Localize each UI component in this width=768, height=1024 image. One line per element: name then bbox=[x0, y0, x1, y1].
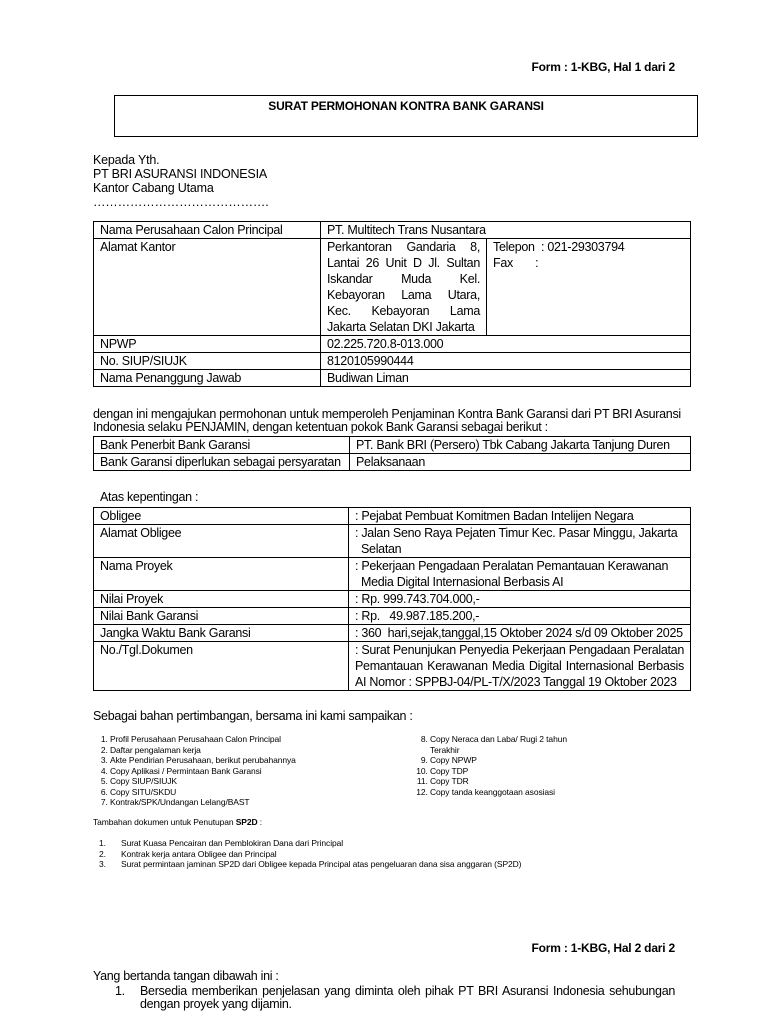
list-item-text: Kontrak kerja antara Obligee dan Principal bbox=[121, 848, 277, 859]
documents-list-right bbox=[410, 734, 585, 797]
purpose-value: Pelaksanaan bbox=[350, 454, 691, 471]
issuer-value: PT. Bank BRI (Persero) Tbk Cabang Jakarta Tanjung Duren bbox=[350, 437, 691, 454]
form-number: Form : 1-KBG, Hal 1 dari 2 bbox=[531, 60, 675, 74]
table-row bbox=[94, 525, 691, 558]
table-row bbox=[94, 642, 691, 691]
project-text: : Pekerjaan Pengadaan Peralatan Pemantauan Kerawanan Media Digital Internasional Berbasis AI bbox=[355, 559, 669, 589]
term-label: Jangka Waktu Bank Garansi bbox=[94, 625, 349, 642]
principal-table bbox=[93, 221, 691, 387]
siup-value: 8120105990444 bbox=[321, 353, 691, 370]
list-item: 3. Akte Pendirian Perusahaan, berikut perubahannya bbox=[110, 755, 324, 766]
project-amount-label: Nilai Proyek bbox=[94, 591, 349, 608]
list-item: 8. Copy Neraca dan Laba/ Rugi 2 tahun Terakhir bbox=[430, 734, 585, 755]
term-value: : 360 hari,sejak,tanggal,15 Oktober 2024 s/d 09 Oktober 2025 bbox=[349, 625, 691, 642]
table-row bbox=[94, 591, 691, 608]
doc-value: : Surat Penunjukan Penyedia Pekerjaan Pengadaan Peralatan Pemantauan Kerawanan Media Digital Internasional Berbasis AI Nomor : SPPBJ-04/PL-T/X/2023 Tanggal 19 Oktober 2023 bbox=[349, 642, 691, 691]
table-row bbox=[94, 558, 691, 591]
request-text: dengan ini mengajukan permohonan untuk memperoleh Penjaminan Kontra Bank Garansi dari PT BRI Asuransi Indonesia selaku PENJAMIN, dengan ketentuan pokok Bank Garansi sebagai berikut : bbox=[93, 407, 681, 434]
table-row bbox=[94, 239, 691, 336]
table-row bbox=[94, 437, 691, 454]
sp2d-colon: : bbox=[257, 817, 263, 827]
doc-label: No./Tgl.Dokumen bbox=[94, 642, 349, 691]
list-item: 9. Copy NPWP bbox=[430, 755, 585, 766]
item-text: Bersedia memberikan penjelasan yang diminta oleh pihak PT BRI Asuransi Indonesia sehubungan dengan proyek yang dijamin. bbox=[140, 984, 675, 1011]
obligee-label: Obligee bbox=[94, 508, 349, 525]
title-box bbox=[114, 95, 698, 137]
project-amount-value: : Rp. 999.743.704.000,- bbox=[349, 591, 691, 608]
siup-label: No. SIUP/SIUJK bbox=[94, 353, 321, 370]
company-label: Nama Perusahaan Calon Principal bbox=[94, 222, 321, 239]
list-item: 4. Copy Aplikasi / Permintaan Bank Garansi bbox=[110, 766, 324, 777]
npwp-value: 02.225.720.8-013.000 bbox=[321, 336, 691, 353]
interest-label: Atas kepentingan : bbox=[100, 490, 199, 504]
npwp-label: NPWP bbox=[94, 336, 321, 353]
table-row bbox=[94, 336, 691, 353]
list-item-text: Surat permintaan jaminan SP2D dari Obligee kepada Principal atas pengeluaran dana sisa anggaran (SP2D) bbox=[121, 859, 522, 869]
list-item: 7. Kontrak/SPK/Undangan Lelang/BAST bbox=[110, 797, 324, 808]
list-item: 1. Surat Kuasa Pencairan dan Pemblokiran Dana dari Principal bbox=[99, 838, 344, 848]
recipient-line: Kantor Cabang Utama bbox=[93, 181, 214, 195]
table-row bbox=[94, 222, 691, 239]
address-value: Perkantoran Gandaria 8, Lantai 26 Unit D Jl. Sultan Iskandar Muda Kel. Kebayoran Lama Utara, Kec. Kebayoran Lama Jakarta Selatan DKI Jakarta bbox=[321, 239, 487, 336]
bg-amount-label: Nilai Bank Garansi bbox=[94, 608, 349, 625]
page2-intro: Yang bertanda tangan dibawah ini : bbox=[93, 969, 279, 983]
project-value bbox=[349, 558, 691, 591]
consideration-text: Sebagai bahan pertimbangan, bersama ini kami sampaikan : bbox=[93, 709, 413, 723]
documents-list-left bbox=[94, 734, 324, 808]
pic-label: Nama Penanggung Jawab bbox=[94, 370, 321, 387]
table-row bbox=[94, 454, 691, 471]
table-row bbox=[94, 508, 691, 525]
table-row bbox=[94, 608, 691, 625]
list-item-text: Surat Kuasa Pencairan dan Pemblokiran Dana dari Principal bbox=[121, 838, 344, 848]
list-item: 6. Copy SITU/SKDU bbox=[110, 787, 324, 798]
document-title: SURAT PERMOHONAN KONTRA BANK GARANSI bbox=[268, 99, 544, 113]
sp2d-intro-text: Tambahan dokumen untuk Penutupan bbox=[93, 817, 236, 827]
address-label: Alamat Kantor bbox=[94, 239, 321, 336]
obligee-address-label: Alamat Obligee bbox=[94, 525, 349, 558]
list-item: 12. Copy tanda keanggotaan asosiasi bbox=[430, 787, 585, 798]
obligee-table bbox=[93, 507, 691, 691]
obligee-address-value bbox=[349, 525, 691, 558]
list-item: 2. Daftar pengalaman kerja bbox=[110, 745, 324, 756]
sp2d-intro bbox=[93, 817, 262, 828]
project-label: Nama Proyek bbox=[94, 558, 349, 591]
issuer-label: Bank Penerbit Bank Garansi bbox=[94, 437, 350, 454]
table-row bbox=[94, 625, 691, 642]
page2-item-1 bbox=[115, 985, 675, 1011]
list-item: 5. Copy SIUP/SIUJK bbox=[110, 776, 324, 787]
form-number-page2: Form : 1-KBG, Hal 2 dari 2 bbox=[531, 941, 675, 955]
list-item: 3. Surat permintaan jaminan SP2D dari Obligee kepada Principal atas pengeluaran dana sisa anggaran (SP2D) bbox=[99, 859, 522, 869]
list-item: 11. Copy TDR bbox=[430, 776, 585, 787]
list-item: 10. Copy TDP bbox=[430, 766, 585, 777]
obligee-value: : Pejabat Pembuat Komitmen Badan Intelijen Negara bbox=[349, 508, 691, 525]
table-row bbox=[94, 353, 691, 370]
recipient-line: Kepada Yth. bbox=[93, 153, 160, 167]
recipient-block bbox=[93, 153, 268, 209]
list-item: 2. Kontrak kerja antara Obligee dan Principal bbox=[99, 848, 277, 859]
purpose-label: Bank Garansi diperlukan sebagai persyaratan bbox=[94, 454, 350, 471]
bank-table bbox=[93, 436, 691, 471]
recipient-line: PT BRI ASURANSI INDONESIA bbox=[93, 167, 267, 181]
contact-cell bbox=[487, 239, 691, 336]
table-row bbox=[94, 370, 691, 387]
list-item: 1. Profil Perusahaan Perusahaan Calon Principal bbox=[110, 734, 324, 745]
recipient-line: ……………………………………. bbox=[93, 195, 269, 209]
fax: Fax : bbox=[493, 256, 539, 270]
pic-value: Budiwan Liman bbox=[321, 370, 691, 387]
sp2d-bold: SP2D bbox=[235, 817, 258, 827]
company-value: PT. Multitech Trans Nusantara bbox=[321, 222, 691, 239]
item-number: 1. bbox=[115, 984, 125, 998]
sp2d-list bbox=[99, 838, 599, 870]
bg-amount-value: : Rp. 49.987.185.200,- bbox=[349, 608, 691, 625]
obligee-address-text: : Jalan Seno Raya Pejaten Timur Kec. Pasar Minggu, Jakarta Selatan bbox=[355, 526, 678, 556]
phone: Telepon : 021-29303794 bbox=[493, 240, 625, 254]
